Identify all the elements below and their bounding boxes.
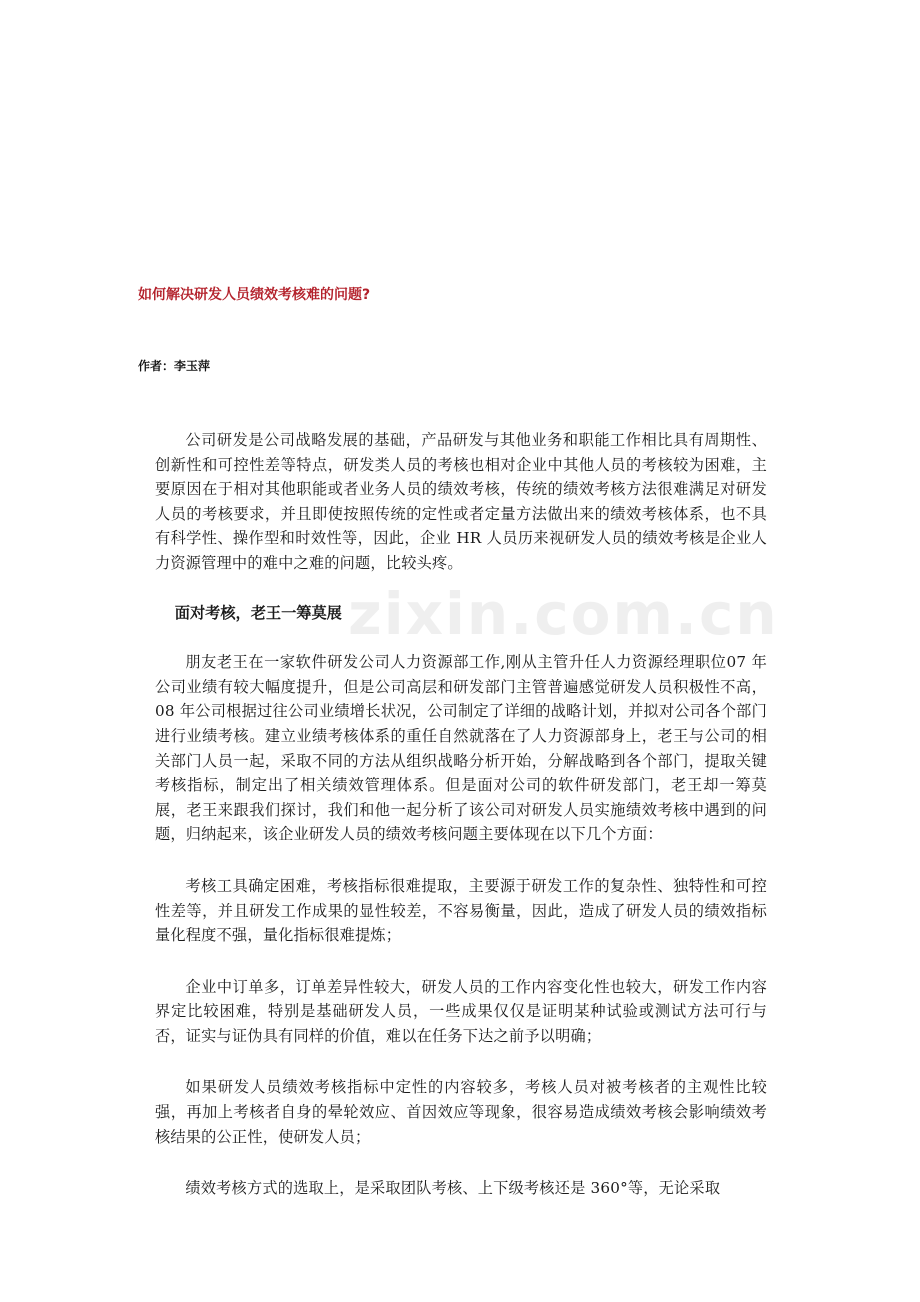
paragraph-issue-method: 绩效考核方式的选取上，是采取团队考核、上下级考核还是 360°等，无论采取: [185, 1179, 721, 1198]
document-title: 如何解决研发人员绩效考核难的问题?: [138, 287, 371, 303]
paragraph-issue-orders: 企业中订单多，订单差异性较大，研发人员的工作内容变化性也较大，研发工作内容界定比较困难，特别是基础研发人员，一些成果仅仅是证明某种试验或测试方法可行与否，证实与证伪具有同样的价值，难以在任务下达之前予以明确；: [155, 977, 767, 1045]
paragraph-issue-subjectivity: 如果研发人员绩效考核指标中定性的内容较多，考核人员对被考核者的主观性比较强，再加上考核者自身的晕轮效应、首因效应等现象，很容易造成绩效考核会影响绩效考核结果的公正性，使研发人员；: [155, 1078, 767, 1146]
author-line: 作者：李玉萍: [138, 359, 211, 373]
paragraph-intro: 公司研发是公司战略发展的基础，产品研发与其他业务和职能工作相比具有周期性、创新性和可控性差等特点，研发类人员的考核也相对企业中其他人员的考核较为困难，主要原因在于相对其他职能或者业务人员的绩效考核，传统的绩效考核方法很难满足对研发人员的考核要求，并且即使按照传统的定性或者定量方法做出来的绩效考核体系，也不具有科学性、操作型和时效性等，因此，企业 HR 人员历来视研发人员的绩效考核是企业人力资源管理中的难中之难的问题，比较头疼。: [155, 431, 767, 572]
section-heading: 面对考核，老王一筹莫展: [174, 603, 342, 622]
paragraph-case: 朋友老王在一家软件研发公司人力资源部工作,刚从主管升任人力资源经理职位07 年公司业绩有较大幅度提升，但是公司高层和研发部门主管普遍感觉研发人员积极性不高，08 年公司根据过往公司业绩增长状况，公司制定了详细的战略计划，并拟对公司各个部门进行业绩考核。建立业绩考核体系的重任自然就落在了人力资源部身上，老王与公司的相关部门人员一起，采取不同的方法从组织战略分析开始，分解战略到各个部门，提取关键考核指标，制定出了相关绩效管理体系。但是面对公司的软件研发部门，老王却一筹莫展，老王来跟我们探讨，我们和他一起分析了该公司对研发人员实施绩效考核中遇到的问题，归纳起来，该企业研发人员的绩效考核问题主要体现在以下几个方面：: [155, 653, 767, 844]
paragraph-issue-tools: 考核工具确定困难，考核指标很难提取，主要源于研发工作的复杂性、独特性和可控性差等，并且研发工作成果的显性较差，不容易衡量，因此，造成了研发人员的绩效指标量化程度不强，量化指标很难提炼；: [155, 876, 767, 945]
watermark: zixin.com.cn: [348, 580, 779, 648]
document-body: [155, 428, 767, 1228]
